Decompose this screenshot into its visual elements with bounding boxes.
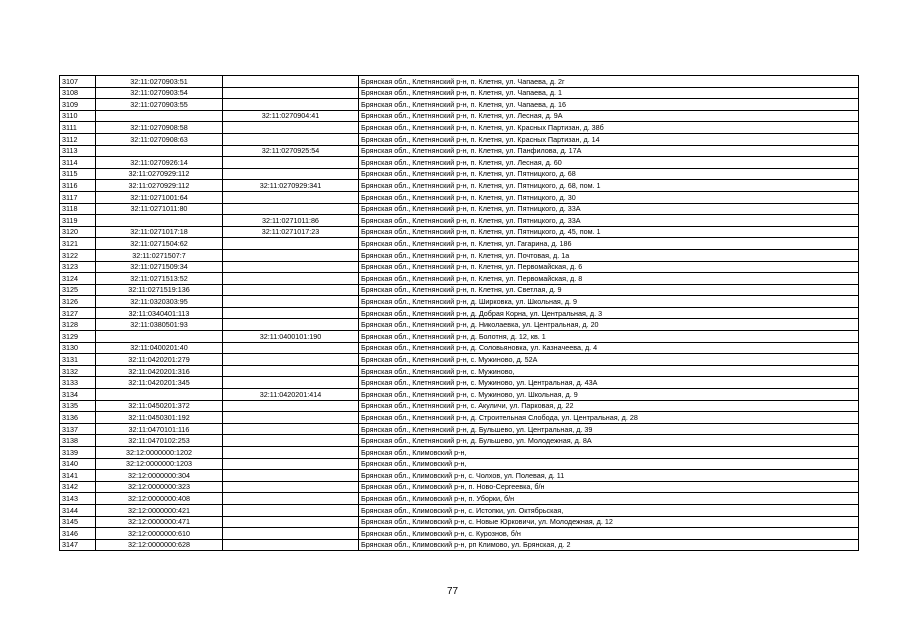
cadastral-number-cell: 32:12:0000000:304 [96, 470, 223, 482]
cadastral-number-cell: 32:11:0271513:52 [96, 273, 223, 285]
table-row [60, 180, 859, 192]
address-cell: Брянская обл., Клетнянский р-н, п. Клетня, ул. Почтовая, д. 1а [359, 249, 859, 261]
table-row [60, 331, 859, 343]
address-cell: Брянская обл., Клетнянский р-н, д. Добрая Корна, ул. Центральная, д. 3 [359, 307, 859, 319]
cadastral-number-cell: 32:11:0320303:95 [96, 296, 223, 308]
row-number-cell: 3111 [60, 122, 96, 134]
row-number-cell: 3128 [60, 319, 96, 331]
row-number-cell: 3109 [60, 99, 96, 111]
row-number-cell: 3123 [60, 261, 96, 273]
address-cell: Брянская обл., Клетнянский р-н, п. Клетня, ул. Красных Партизан, д. 14 [359, 133, 859, 145]
row-number-cell: 3120 [60, 226, 96, 238]
address-cell: Брянская обл., Клетнянский р-н, п. Клетня, ул. Пятницкого, д. 68, пом. 1 [359, 180, 859, 192]
table-row [60, 122, 859, 134]
cadastral-number-cell: 32:11:0270929:112 [96, 180, 223, 192]
table-row [60, 447, 859, 459]
table-row [60, 319, 859, 331]
table-row [60, 342, 859, 354]
row-number-cell: 3110 [60, 110, 96, 122]
cadastral-number-secondary-cell [223, 87, 359, 99]
cadastral-number-secondary-cell [223, 493, 359, 505]
cadastral-number-cell: 32:11:0270926:14 [96, 157, 223, 169]
address-cell: Брянская обл., Климовский р-н, [359, 458, 859, 470]
page-number: 77 [446, 586, 459, 597]
cadastral-number-secondary-cell [223, 261, 359, 273]
row-number-cell: 3145 [60, 516, 96, 528]
address-cell: Брянская обл., Клетнянский р-н, д. Соловьяновка, ул. Казначеева, д. 4 [359, 342, 859, 354]
address-cell: Брянская обл., Клетнянский р-н, п. Клетня, ул. Гагарина, д. 186 [359, 238, 859, 250]
cadastral-number-secondary-cell [223, 99, 359, 111]
table-row [60, 168, 859, 180]
address-cell: Брянская обл., Клетнянский р-н, с. Мужиново, ул. Центральная, д. 43А [359, 377, 859, 389]
cadastral-number-cell: 32:12:0000000:1202 [96, 447, 223, 459]
address-cell: Брянская обл., Клетнянский р-н, п. Клетня, ул. Пятницкого, д. 33А [359, 203, 859, 215]
table-row [60, 516, 859, 528]
row-number-cell: 3116 [60, 180, 96, 192]
cadastral-number-secondary-cell [223, 168, 359, 180]
cadastral-number-secondary-cell [223, 203, 359, 215]
row-number-cell: 3141 [60, 470, 96, 482]
row-number-cell: 3117 [60, 191, 96, 203]
cadastral-number-secondary-cell: 32:11:0400101:190 [223, 331, 359, 343]
cadastral-number-cell: 32:12:0000000:610 [96, 528, 223, 540]
cadastral-number-cell: 32:11:0271504:62 [96, 238, 223, 250]
address-cell: Брянская обл., Клетнянский р-н, п. Клетня, ул. Первомайская, д. 6 [359, 261, 859, 273]
row-number-cell: 3134 [60, 389, 96, 401]
cadastral-number-secondary-cell [223, 458, 359, 470]
cadastral-number-cell: 32:11:0270908:58 [96, 122, 223, 134]
row-number-cell: 3124 [60, 273, 96, 285]
table-row [60, 238, 859, 250]
cadastral-number-cell: 32:11:0420201:316 [96, 365, 223, 377]
table-body [60, 76, 859, 551]
address-cell: Брянская обл., Клетнянский р-н, д. Николаевка, ул. Центральная, д. 20 [359, 319, 859, 331]
table-row [60, 400, 859, 412]
cadastral-number-secondary-cell: 32:11:0270925:54 [223, 145, 359, 157]
row-number-cell: 3144 [60, 504, 96, 516]
table-row [60, 354, 859, 366]
cadastral-number-secondary-cell [223, 284, 359, 296]
table-row [60, 133, 859, 145]
row-number-cell: 3113 [60, 145, 96, 157]
row-number-cell: 3114 [60, 157, 96, 169]
address-cell: Брянская обл., Клетнянский р-н, п. Клетня, ул. Первомайская, д. 8 [359, 273, 859, 285]
row-number-cell: 3133 [60, 377, 96, 389]
table-row [60, 539, 859, 551]
address-cell: Брянская обл., Клетнянский р-н, с. Мужиново, [359, 365, 859, 377]
row-number-cell: 3132 [60, 365, 96, 377]
row-number-cell: 3142 [60, 481, 96, 493]
cadastral-number-cell: 32:11:0340401:113 [96, 307, 223, 319]
property-registry-table [59, 75, 859, 551]
address-cell: Брянская обл., Клетнянский р-н, д. Ширковка, ул. Школьная, д. 9 [359, 296, 859, 308]
cadastral-number-cell [96, 145, 223, 157]
cadastral-number-secondary-cell [223, 273, 359, 285]
cadastral-number-secondary-cell [223, 296, 359, 308]
address-cell: Брянская обл., Клетнянский р-н, с. Акуличи, ул. Парковая, д. 22 [359, 400, 859, 412]
table-row [60, 493, 859, 505]
table-row [60, 377, 859, 389]
cadastral-number-secondary-cell [223, 319, 359, 331]
cadastral-number-cell: 32:11:0270908:63 [96, 133, 223, 145]
cadastral-number-secondary-cell: 32:11:0270929:341 [223, 180, 359, 192]
address-cell: Брянская обл., Клетнянский р-н, д. Болотня, д. 12, кв. 1 [359, 331, 859, 343]
cadastral-number-cell: 32:11:0271017:18 [96, 226, 223, 238]
address-cell: Брянская обл., Клетнянский р-н, п. Клетня, ул. Панфилова, д. 17А [359, 145, 859, 157]
row-number-cell: 3126 [60, 296, 96, 308]
address-cell: Брянская обл., Клетнянский р-н, п. Клетня, ул. Чапаева, д. 1 [359, 87, 859, 99]
address-cell: Брянская обл., Климовский р-н, п. Уборки, б/н [359, 493, 859, 505]
cadastral-number-secondary-cell [223, 447, 359, 459]
table-row [60, 528, 859, 540]
table-row [60, 435, 859, 447]
cadastral-number-cell: 32:12:0000000:408 [96, 493, 223, 505]
address-cell: Брянская обл., Клетнянский р-н, с. Мужиново, ул. Школьная, д. 9 [359, 389, 859, 401]
address-cell: Брянская обл., Клетнянский р-н, п. Клетня, ул. Пятницкого, д. 45, пом. 1 [359, 226, 859, 238]
row-number-cell: 3119 [60, 215, 96, 227]
cadastral-number-cell [96, 215, 223, 227]
cadastral-number-cell: 32:11:0271001:64 [96, 191, 223, 203]
table-row [60, 76, 859, 88]
cadastral-number-secondary-cell [223, 412, 359, 424]
row-number-cell: 3131 [60, 354, 96, 366]
cadastral-number-cell: 32:11:0400201:40 [96, 342, 223, 354]
cadastral-number-secondary-cell [223, 307, 359, 319]
cadastral-number-secondary-cell: 32:11:0270904:41 [223, 110, 359, 122]
table-row [60, 110, 859, 122]
address-cell: Брянская обл., Клетнянский р-н, д. Строительная Слобода, ул. Центральная, д. 28 [359, 412, 859, 424]
row-number-cell: 3118 [60, 203, 96, 215]
table-row [60, 458, 859, 470]
cadastral-number-cell: 32:11:0271509:34 [96, 261, 223, 273]
cadastral-number-cell: 32:12:0000000:1203 [96, 458, 223, 470]
row-number-cell: 3125 [60, 284, 96, 296]
cadastral-number-secondary-cell [223, 435, 359, 447]
address-cell: Брянская обл., Клетнянский р-н, с. Мужиново, д. 52А [359, 354, 859, 366]
table-row [60, 389, 859, 401]
address-cell: Брянская обл., Климовский р-н, с. Новые Юрковичи, ул. Молодежная, д. 12 [359, 516, 859, 528]
cadastral-number-cell: 32:11:0270903:55 [96, 99, 223, 111]
address-cell: Брянская обл., Клетнянский р-н, п. Клетня, ул. Светлая, д. 9 [359, 284, 859, 296]
table-row [60, 145, 859, 157]
cadastral-number-secondary-cell [223, 516, 359, 528]
cadastral-number-secondary-cell [223, 528, 359, 540]
table-row [60, 99, 859, 111]
table-row [60, 191, 859, 203]
table-row [60, 249, 859, 261]
address-cell: Брянская обл., Клетнянский р-н, п. Клетня, ул. Лесная, д. 9А [359, 110, 859, 122]
cadastral-number-secondary-cell [223, 365, 359, 377]
cadastral-number-cell: 32:11:0420201:279 [96, 354, 223, 366]
table-row [60, 470, 859, 482]
cadastral-number-secondary-cell [223, 423, 359, 435]
address-cell: Брянская обл., Клетнянский р-н, п. Клетня, ул. Пятницкого, д. 68 [359, 168, 859, 180]
cadastral-number-cell: 32:11:0271011:80 [96, 203, 223, 215]
address-cell: Брянская обл., Климовский р-н, с. Истопки, ул. Октябрьская, [359, 504, 859, 516]
address-cell: Брянская обл., Клетнянский р-н, п. Клетня, ул. Пятницкого, д. 33А [359, 215, 859, 227]
table-row [60, 203, 859, 215]
cadastral-number-secondary-cell [223, 238, 359, 250]
row-number-cell: 3130 [60, 342, 96, 354]
row-number-cell: 3136 [60, 412, 96, 424]
cadastral-number-cell: 32:12:0000000:471 [96, 516, 223, 528]
table-row [60, 273, 859, 285]
table-row [60, 261, 859, 273]
address-cell: Брянская обл., Клетнянский р-н, п. Клетня, ул. Пятницкого, д. 30 [359, 191, 859, 203]
table-row [60, 215, 859, 227]
cadastral-number-cell: 32:11:0270903:51 [96, 76, 223, 88]
cadastral-number-cell: 32:11:0450301:192 [96, 412, 223, 424]
address-cell: Брянская обл., Климовский р-н, рп Климово, ул. Брянская, д. 2 [359, 539, 859, 551]
cadastral-number-secondary-cell [223, 377, 359, 389]
row-number-cell: 3127 [60, 307, 96, 319]
cadastral-number-cell: 32:12:0000000:421 [96, 504, 223, 516]
row-number-cell: 3137 [60, 423, 96, 435]
cadastral-number-cell: 32:11:0270929:112 [96, 168, 223, 180]
address-cell: Брянская обл., Клетнянский р-н, д. Бульшево, ул. Центральная, д. 39 [359, 423, 859, 435]
address-cell: Брянская обл., Клетнянский р-н, д. Бульшево, ул. Молодежная, д. 8А [359, 435, 859, 447]
row-number-cell: 3147 [60, 539, 96, 551]
table-row [60, 504, 859, 516]
cadastral-number-cell: 32:11:0470101:116 [96, 423, 223, 435]
cadastral-number-cell: 32:11:0450201:372 [96, 400, 223, 412]
cadastral-number-secondary-cell [223, 76, 359, 88]
cadastral-number-cell: 32:11:0470102:253 [96, 435, 223, 447]
row-number-cell: 3108 [60, 87, 96, 99]
cadastral-number-secondary-cell [223, 342, 359, 354]
row-number-cell: 3135 [60, 400, 96, 412]
row-number-cell: 3143 [60, 493, 96, 505]
address-cell: Брянская обл., Клетнянский р-н, п. Клетня, ул. Лесная, д. 60 [359, 157, 859, 169]
cadastral-number-secondary-cell [223, 133, 359, 145]
table-row [60, 481, 859, 493]
table-row [60, 226, 859, 238]
address-cell: Брянская обл., Клетнянский р-н, п. Клетня, ул. Красных Партизан, д. 38б [359, 122, 859, 134]
cadastral-number-cell: 32:12:0000000:628 [96, 539, 223, 551]
table-row [60, 284, 859, 296]
cadastral-number-cell: 32:12:0000000:323 [96, 481, 223, 493]
table-row [60, 412, 859, 424]
row-number-cell: 3122 [60, 249, 96, 261]
table-row [60, 157, 859, 169]
table-row [60, 365, 859, 377]
cadastral-number-secondary-cell [223, 504, 359, 516]
cadastral-number-secondary-cell [223, 122, 359, 134]
cadastral-number-secondary-cell: 32:11:0271011:86 [223, 215, 359, 227]
address-cell: Брянская обл., Климовский р-н, с. Чолхов, ул. Полевая, д. 11 [359, 470, 859, 482]
table-row [60, 307, 859, 319]
cadastral-number-secondary-cell [223, 539, 359, 551]
address-cell: Брянская обл., Климовский р-н, с. Курознов, б/н [359, 528, 859, 540]
cadastral-number-secondary-cell [223, 249, 359, 261]
table-row [60, 423, 859, 435]
row-number-cell: 3139 [60, 447, 96, 459]
cadastral-number-cell [96, 110, 223, 122]
table-row [60, 296, 859, 308]
cadastral-number-cell: 32:11:0271507:7 [96, 249, 223, 261]
table-row [60, 87, 859, 99]
row-number-cell: 3140 [60, 458, 96, 470]
address-cell: Брянская обл., Клетнянский р-н, п. Клетня, ул. Чапаева, д. 2г [359, 76, 859, 88]
cadastral-number-cell [96, 331, 223, 343]
cadastral-number-secondary-cell [223, 191, 359, 203]
cadastral-number-cell [96, 389, 223, 401]
cadastral-number-cell: 32:11:0271519:136 [96, 284, 223, 296]
cadastral-number-secondary-cell [223, 481, 359, 493]
cadastral-number-secondary-cell [223, 157, 359, 169]
row-number-cell: 3138 [60, 435, 96, 447]
cadastral-number-secondary-cell: 32:11:0420201:414 [223, 389, 359, 401]
row-number-cell: 3115 [60, 168, 96, 180]
row-number-cell: 3107 [60, 76, 96, 88]
cadastral-number-secondary-cell [223, 470, 359, 482]
row-number-cell: 3146 [60, 528, 96, 540]
address-cell: Брянская обл., Климовский р-н, [359, 447, 859, 459]
row-number-cell: 3121 [60, 238, 96, 250]
cadastral-number-cell: 32:11:0420201:345 [96, 377, 223, 389]
row-number-cell: 3129 [60, 331, 96, 343]
cadastral-number-cell: 32:11:0270903:54 [96, 87, 223, 99]
cadastral-number-cell: 32:11:0380501:93 [96, 319, 223, 331]
cadastral-number-secondary-cell: 32:11:0271017:23 [223, 226, 359, 238]
cadastral-number-secondary-cell [223, 354, 359, 366]
address-cell: Брянская обл., Клетнянский р-н, п. Клетня, ул. Чапаева, д. 16 [359, 99, 859, 111]
cadastral-number-secondary-cell [223, 400, 359, 412]
address-cell: Брянская обл., Климовский р-н, п. Ново-Сергеевка, б/н [359, 481, 859, 493]
row-number-cell: 3112 [60, 133, 96, 145]
